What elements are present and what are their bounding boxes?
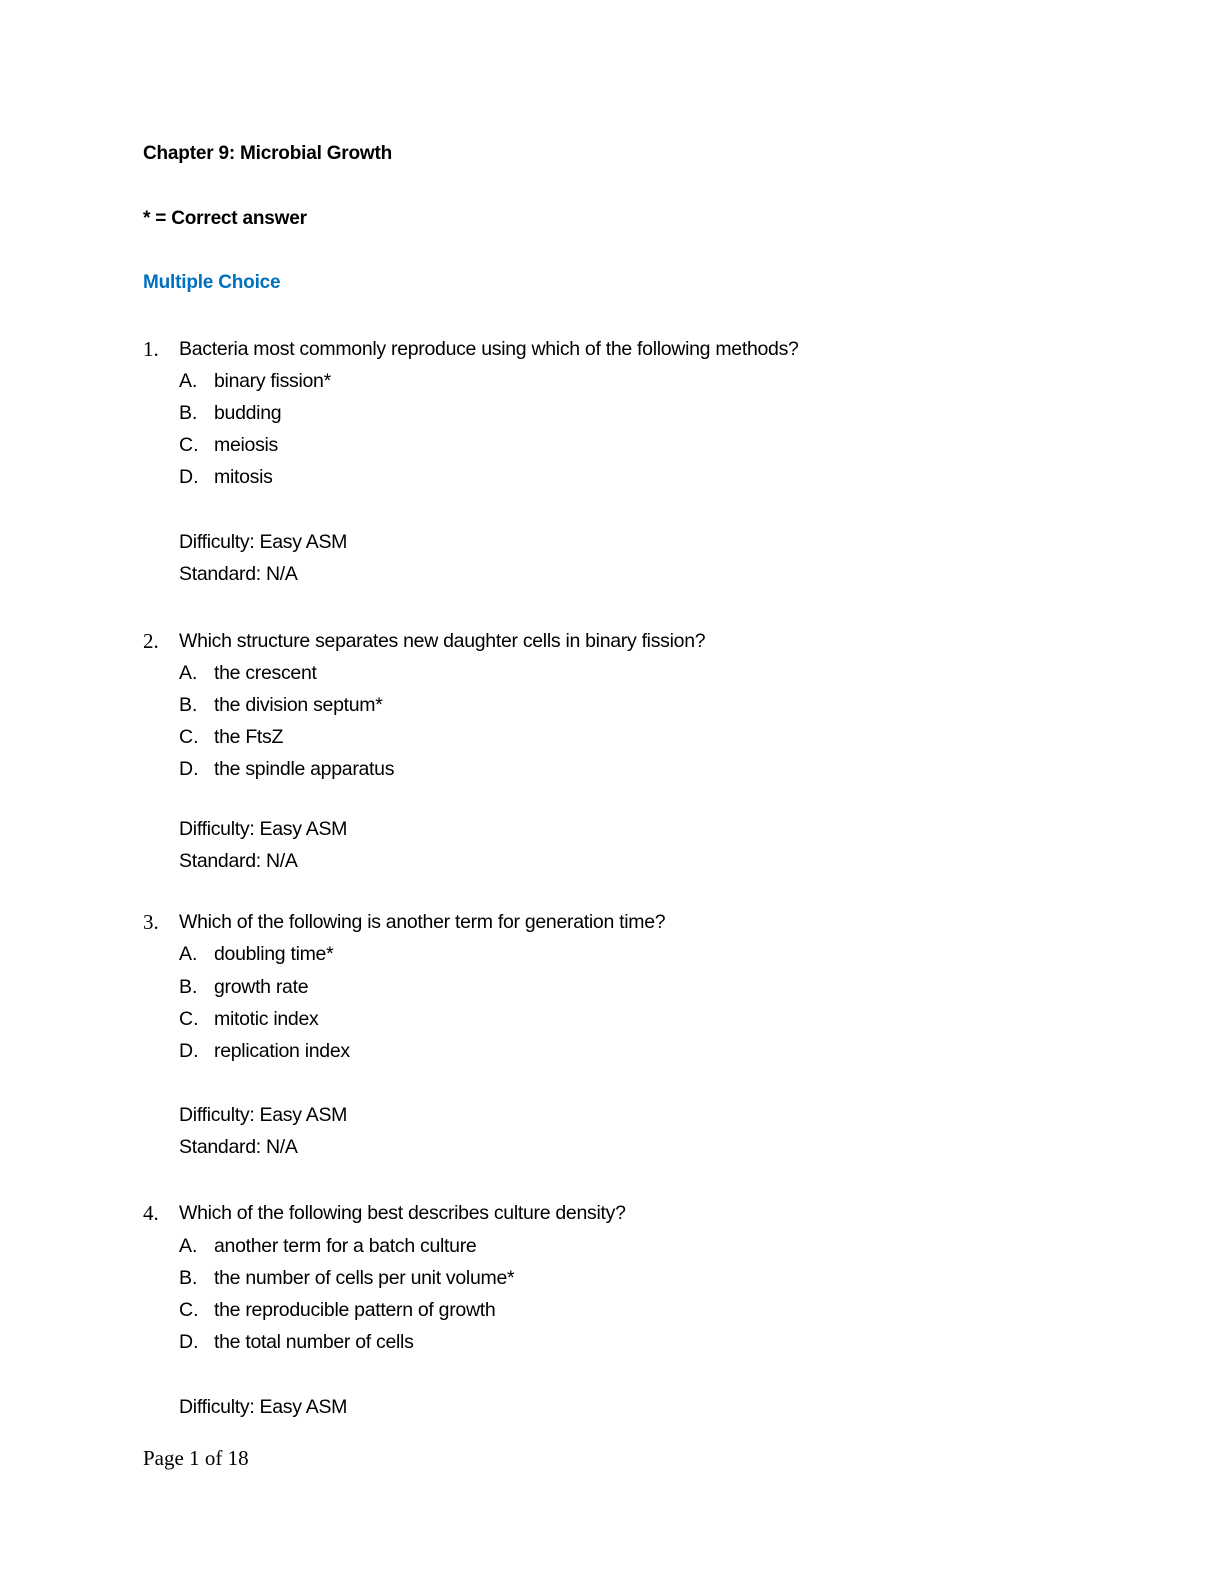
option-letter: A. [179, 1235, 198, 1257]
option-text: the total number of cells [214, 1331, 414, 1353]
option-letter: D. [179, 758, 199, 780]
option-letter: C. [179, 1299, 199, 1321]
option-letter: B. [179, 976, 198, 998]
page-number: Page 1 of 18 [143, 1446, 249, 1470]
question-text: Which of the following best describes culture density? [179, 1202, 626, 1224]
option-text: replication index [214, 1040, 350, 1062]
difficulty-label: Difficulty: Easy ASM [179, 1104, 348, 1126]
option-text: the reproducible pattern of growth [214, 1299, 496, 1321]
option-text: mitotic index [214, 1008, 319, 1030]
question-text: Which structure separates new daughter cells in binary fission? [179, 630, 706, 652]
difficulty-label: Difficulty: Easy ASM [179, 531, 348, 553]
difficulty-label: Difficulty: Easy ASM [179, 818, 348, 840]
option-letter: C. [179, 434, 199, 456]
option-letter: B. [179, 1267, 198, 1289]
option-text: meiosis [214, 434, 278, 456]
option-letter: A. [179, 662, 198, 684]
option-text: another term for a batch culture [214, 1235, 477, 1257]
option-text: binary fission* [214, 370, 331, 392]
option-text: doubling time* [214, 943, 334, 965]
option-text: growth rate [214, 976, 309, 998]
option-text: the spindle apparatus [214, 758, 395, 780]
question-number: 4. [143, 1201, 159, 1225]
standard-label: Standard: N/A [179, 850, 298, 872]
option-text: the FtsZ [214, 726, 284, 748]
standard-label: Standard: N/A [179, 1136, 298, 1158]
option-text: the division septum* [214, 694, 383, 716]
option-letter: D. [179, 466, 199, 488]
question-number: 2. [143, 629, 159, 653]
option-text: the crescent [214, 662, 317, 684]
question-text: Which of the following is another term for generation time? [179, 911, 666, 933]
chapter-title: Chapter 9: Microbial Growth [143, 143, 393, 164]
option-text: the number of cells per unit volume* [214, 1267, 515, 1289]
option-text: mitosis [214, 466, 273, 488]
question-number: 1. [143, 337, 159, 361]
option-letter: D. [179, 1331, 199, 1353]
option-letter: A. [179, 370, 198, 392]
difficulty-label: Difficulty: Easy ASM [179, 1396, 348, 1418]
option-letter: A. [179, 943, 198, 965]
option-text: budding [214, 402, 282, 424]
option-letter: C. [179, 726, 199, 748]
question-number: 3. [143, 910, 159, 934]
standard-label: Standard: N/A [179, 563, 298, 585]
section-title: Multiple Choice [143, 272, 281, 293]
question-text: Bacteria most commonly reproduce using which of the following methods? [179, 338, 799, 360]
answer-legend: * = Correct answer [143, 208, 307, 229]
option-letter: B. [179, 402, 198, 424]
option-letter: D. [179, 1040, 199, 1062]
option-letter: C. [179, 1008, 199, 1030]
option-letter: B. [179, 694, 198, 716]
